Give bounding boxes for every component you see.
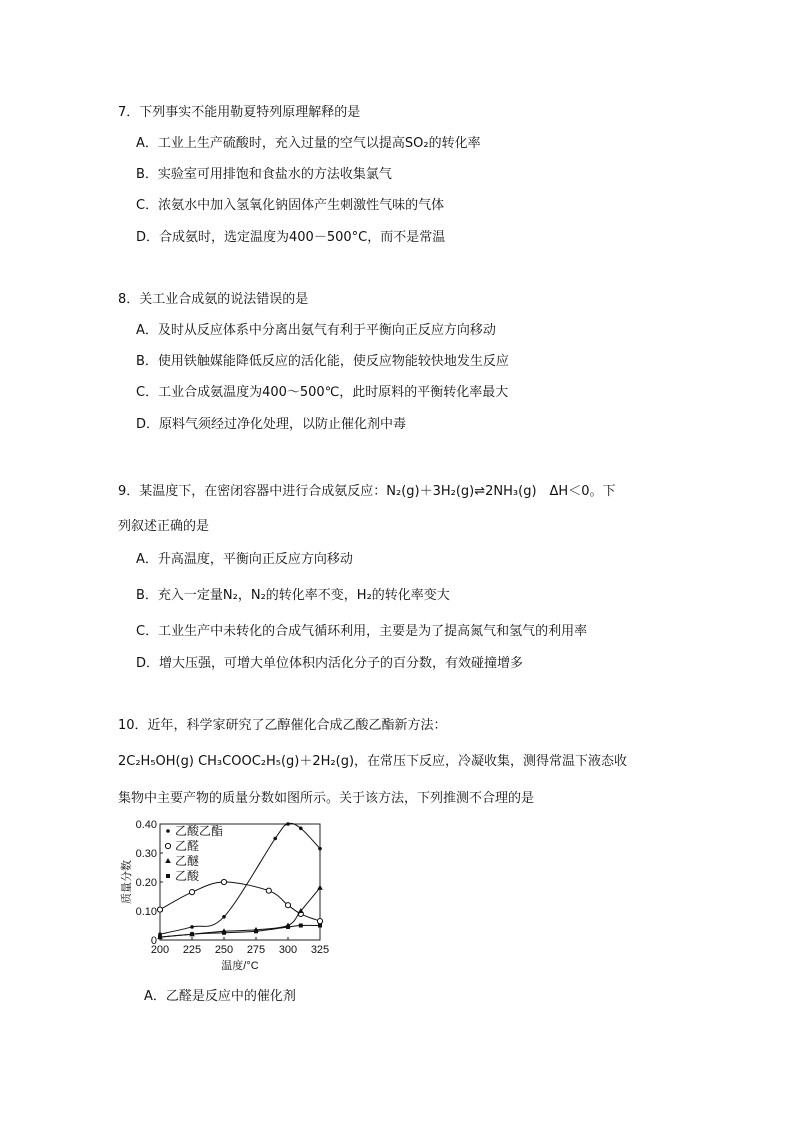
q10-stem-continued: 集物中主要产物的质量分数如图所示。关于该方法，下列推测不合理的是	[118, 791, 535, 806]
legend-label: 乙酸乙酯	[175, 824, 224, 838]
q7-option-c: C．浓氨水中加入氢氧化钠固体产生刺激性气味的气体	[136, 198, 445, 213]
series-0-point	[222, 915, 226, 919]
series-0-point	[190, 925, 194, 929]
y-axis-label: 质量分数	[121, 860, 133, 904]
series-1-point	[266, 888, 271, 893]
legend-marker	[165, 843, 170, 848]
q10-stem: 10．近年，科学家研究了乙醇催化合成乙酸乙酯新方法：	[118, 718, 447, 733]
x-tick-label: 300	[278, 944, 298, 956]
series-3-point	[299, 924, 303, 928]
series-3-point	[190, 932, 194, 936]
q9-option-c: C．工业生产中未转化的合成气循环利用，主要是为了提高氮气和氢气的利用率	[136, 624, 588, 639]
series-3-point	[286, 925, 290, 929]
series-3-point	[318, 924, 322, 928]
x-tick-label: 200	[150, 944, 170, 956]
y-tick-label: 0.20	[135, 877, 157, 889]
series-0-point	[299, 827, 303, 831]
y-tick-label: 0	[150, 935, 157, 947]
q9-option-b: B．充入一定量N₂，N₂的转化率不变，H₂的转化率变大	[136, 588, 450, 603]
q10-option-a: A．乙醛是反应中的催化剂	[144, 989, 296, 1004]
legend-marker	[166, 874, 170, 878]
y-tick-label: 0.10	[135, 906, 157, 918]
x-tick-label: 225	[182, 944, 202, 956]
series-1-point	[157, 907, 162, 912]
q8-option-d: D．原料气须经过净化处理，以防止催化剂中毒	[136, 417, 407, 432]
series-0-point	[318, 847, 322, 851]
x-tick-label: 250	[214, 944, 234, 956]
mass-fraction-chart	[112, 812, 337, 982]
q7-stem: 7．下列事实不能用勒夏特列原理解释的是	[118, 105, 361, 120]
q8-option-c: C．工业合成氨温度为400～500℃，此时原料的平衡转化率最大	[136, 385, 509, 400]
series-3-point	[254, 929, 258, 933]
q9-option-d: D．增大压强，可增大单位体积内活化分子的百分数，有效碰撞增多	[136, 656, 524, 671]
y-tick-label: 0.40	[135, 819, 157, 831]
series-1-point	[189, 890, 194, 895]
y-tick-label: 0.30	[135, 848, 157, 860]
series-2-point	[317, 885, 323, 890]
series-0-point	[273, 837, 277, 841]
legend-marker	[166, 829, 170, 833]
series-1-point	[317, 919, 322, 924]
q7-option-b: B．实验室可用排饱和食盐水的方法收集氯气	[136, 167, 392, 182]
q9-option-a: A．升高温度，平衡向正反应方向移动	[136, 552, 353, 567]
q8-option-b: B．使用铁触媒能降低反应的活化能，使反应物能较快地发生反应	[136, 354, 509, 369]
q8-stem: 8．关工业合成氨的说法错误的是	[118, 292, 309, 307]
x-tick-label: 325	[310, 944, 330, 956]
series-0-point	[286, 822, 290, 826]
series-3-point	[222, 931, 226, 935]
series-3-point	[158, 935, 162, 939]
q9-stem: 9．某温度下，在密闭容器中进行合成氨反应：N₂(g)＋3H₂(g)⇌2NH₃(g) ΔH＜0。下	[118, 484, 616, 499]
q7-option-a: A．工业上生产硫酸时，充入过量的空气以提高SO₂的转化率	[136, 136, 481, 151]
q8-option-a: A．及时从反应体系中分离出氨气有利于平衡向正反应方向移动	[136, 323, 496, 338]
x-axis-label: 温度/°C	[221, 960, 259, 972]
legend-label: 乙酸	[175, 869, 200, 883]
q10-equation: 2C₂H₅OH(g) CH₃COOC₂H₅(g)＋2H₂(g)，在常压下反应，冷凝收集，测得常温下液态收	[118, 754, 628, 769]
legend-marker	[165, 858, 171, 863]
q9-stem-continued: 列叙述正确的是	[118, 519, 210, 534]
x-tick-label: 275	[246, 944, 266, 956]
series-1-point	[221, 879, 226, 884]
q7-option-d: D．合成氨时，选定温度为400－500°C，而不是常温	[136, 230, 446, 245]
legend-label: 乙醛	[175, 839, 200, 853]
series-1-point	[285, 903, 290, 908]
series-1-line	[160, 882, 320, 921]
legend-label: 乙醚	[175, 854, 200, 868]
